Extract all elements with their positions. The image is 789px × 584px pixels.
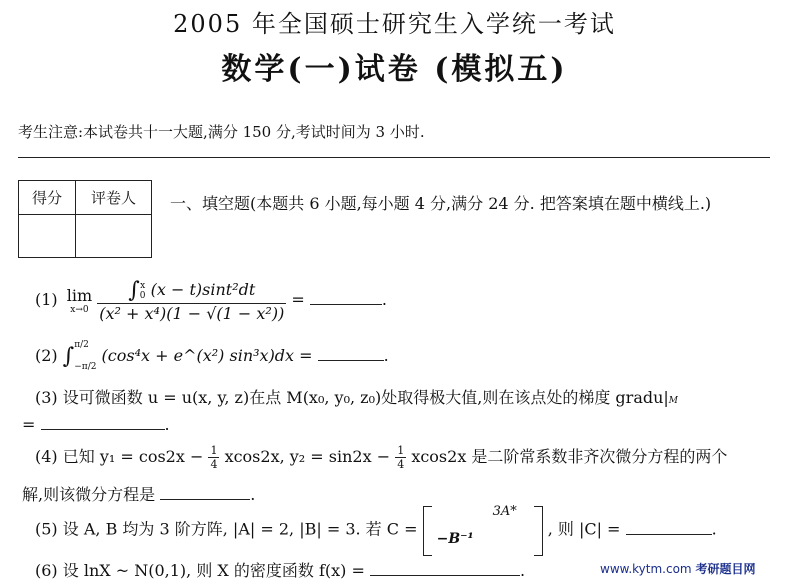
exam-subtitle: 数学(一)试卷 (模拟五) — [221, 52, 568, 87]
question-text: , 则 |C| = — [547, 519, 621, 539]
question-text: (3) 设可微函数 u = u(x, y, z)在点 M(x₀, y₀, z₀)处取得极大值,则在该点处的梯度 gradu| — [35, 388, 669, 407]
period: . — [520, 561, 526, 580]
answer-blank-1[interactable] — [310, 303, 382, 305]
fraction-quarter — [208, 444, 219, 471]
notice-text: 考生注意:本试卷共十一大题,满分 150 分,考试时间为 3 小时. — [18, 123, 425, 141]
answer-blank-5[interactable] — [626, 533, 712, 535]
integral-upper: π/2 — [74, 340, 89, 350]
answer-blank-6[interactable] — [370, 574, 520, 576]
limit-fraction: ∫ x 0 (x − t)sint²dt (x² + x⁴)(1 − √(1 − x²)) — [99, 278, 285, 323]
divider-line — [18, 157, 770, 158]
period: . — [381, 290, 388, 309]
integral-lower: −π/2 — [74, 362, 97, 372]
question-text: 解,则该微分方程是 — [22, 485, 156, 504]
answer-blank-3[interactable] — [41, 428, 165, 430]
frac-den: 4 — [210, 458, 218, 471]
question-4 — [35, 444, 727, 471]
score-cell[interactable] — [19, 215, 76, 258]
question-text: (6) 设 lnX ~ N(0,1), 则 X 的密度函数 f(x) = — [35, 561, 365, 580]
block-matrix — [423, 506, 543, 554]
frac-num: 1 — [210, 444, 218, 457]
score-header: 得分 — [19, 181, 76, 215]
fraction-quarter — [395, 444, 406, 471]
period: . — [711, 519, 717, 539]
question-3-line-2 — [22, 415, 170, 434]
question-6 — [35, 558, 525, 581]
question-text: xcos2x, y₂ = sin2x − — [224, 447, 391, 466]
answer-blank-2[interactable] — [318, 359, 384, 361]
question-2: (2) ∫ π/2 −π/2 (cos⁴x + e^(x²) sin³x)dx = . — [35, 340, 389, 372]
exam-title: 2005 年全国硕士研究生入学统一考试 — [173, 10, 616, 38]
section-heading: 一、填空题(本题共 6 小题,每小题 4 分,满分 24 分. 把答案填在题中横线上.) — [170, 194, 712, 213]
matrix-entry-12: 3A* — [492, 504, 517, 519]
score-table — [18, 180, 152, 258]
limit-symbol: lim — [66, 286, 93, 305]
period: . — [383, 346, 389, 365]
watermark — [600, 560, 755, 577]
integral-lower: 0 — [139, 290, 146, 301]
right-bracket — [534, 506, 543, 556]
fraction-denominator: (x² + x⁴)(1 − √(1 − x²)) — [99, 304, 285, 323]
integral-body: (cos⁴x + e^(x²) sin³x)dx = — [101, 346, 313, 365]
limit-subscript: x→0 — [70, 305, 89, 315]
question-number: (2) — [35, 346, 58, 365]
subscript: M — [668, 396, 679, 406]
period: . — [250, 485, 256, 504]
left-bracket — [423, 506, 432, 556]
question-1 — [35, 278, 387, 323]
grader-header: 评卷人 — [76, 181, 152, 215]
watermark-url: www.kytm.com — [600, 562, 692, 576]
question-4-line-2 — [22, 482, 255, 505]
fraction-numerator: (x − t)sint²dt — [150, 280, 256, 299]
question-number: (1) — [35, 290, 58, 309]
answer-blank-4[interactable] — [160, 498, 250, 500]
question-text: (5) 设 A, B 均为 3 阶方阵, |A| = 2, |B| = 3. 若 C = — [35, 519, 418, 539]
question-text: (4) 已知 y₁ = cos2x − — [35, 447, 204, 466]
question-5 — [35, 506, 717, 554]
integral-upper: x — [140, 280, 146, 291]
equals-sign: = — [22, 415, 36, 434]
equals-sign: = — [291, 290, 305, 309]
period: . — [164, 415, 170, 434]
question-3 — [35, 385, 678, 408]
grader-cell[interactable] — [76, 215, 152, 258]
frac-num: 1 — [397, 444, 405, 457]
frac-den: 4 — [397, 458, 405, 471]
matrix-entry-21: −B⁻¹ — [436, 531, 474, 547]
question-text: xcos2x 是二阶常系数非齐次微分方程的两个 — [411, 447, 728, 466]
watermark-name: 考研题目网 — [695, 562, 756, 576]
